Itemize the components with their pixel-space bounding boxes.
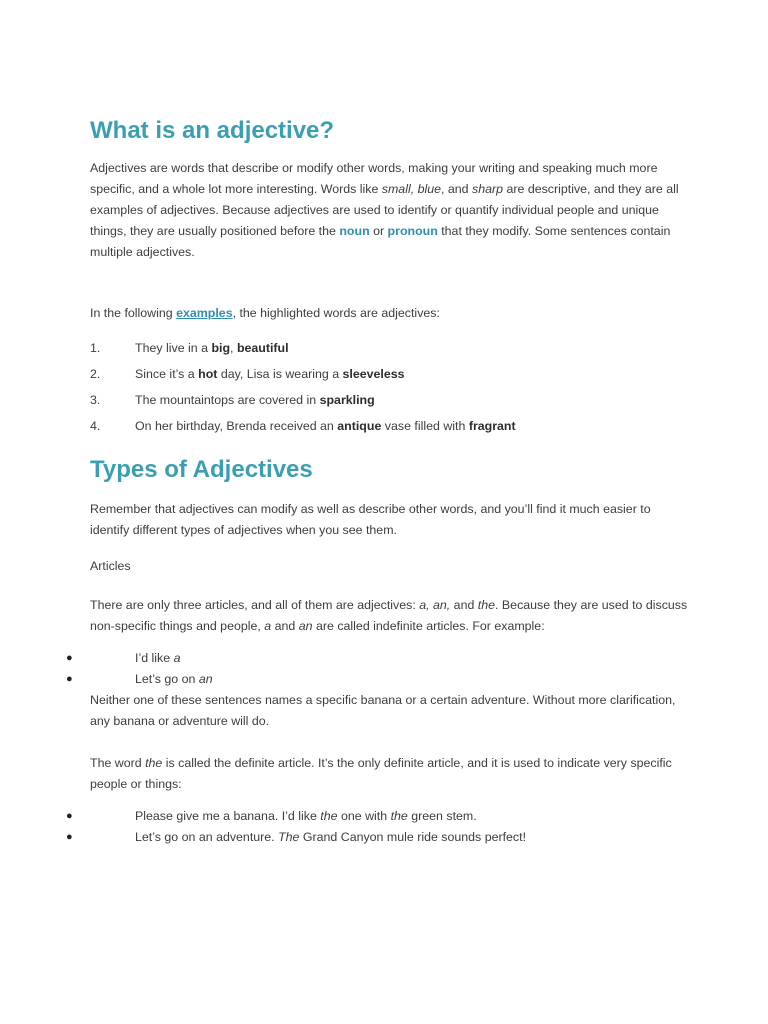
italic-run: an [198, 672, 213, 686]
examples-link[interactable]: examples [176, 306, 233, 320]
neither-paragraph: Neither one of these sentences names a specific banana or a certain adventure. Without more clarification, any banana or adventure will do. [90, 693, 676, 728]
italic-run: an [298, 619, 313, 633]
text-run: , the highlighted words are adjectives: [232, 306, 440, 320]
list-item [90, 413, 690, 439]
text-run: They live in a [135, 341, 212, 355]
examples-list [90, 335, 690, 439]
list-item [66, 648, 690, 669]
bold-run: sleeveless [342, 367, 405, 381]
italic-run: The [278, 830, 300, 844]
text-run: is called the definite article. It’s the only definite article, and it is used to indicate very specific people or things: [90, 756, 672, 791]
articles-label: Articles [90, 559, 131, 573]
list-item [90, 335, 690, 361]
definite-examples-list [66, 806, 690, 848]
italic-run: sharp [472, 182, 504, 196]
bullet-icon: ● [66, 831, 73, 843]
italic-run: a, an, [419, 598, 451, 612]
list-item [66, 806, 690, 827]
text-run: The mountaintops are covered in [135, 393, 320, 407]
pronoun-link[interactable]: pronoun [387, 224, 438, 238]
heading-what-is-adjective: What is an adjective? [90, 117, 335, 144]
list-number: 3. [90, 393, 101, 407]
articles-paragraph [90, 595, 690, 637]
text-run: There are only three articles, and all of them are adjectives: [90, 598, 420, 612]
bold-run: beautiful [236, 341, 289, 355]
bold-run: antique [337, 419, 382, 433]
text-run: day, Lisa is wearing a [217, 367, 343, 381]
bold-run: fragrant [468, 419, 516, 433]
definite-article-paragraph [90, 753, 690, 795]
italic-run: the [477, 598, 496, 612]
italic-run: a [173, 651, 181, 665]
italic-run: a [264, 619, 272, 633]
bullet-icon: ● [66, 652, 73, 664]
text-run: The word [90, 756, 146, 770]
text-run: . Because they are used to discuss non-specific things and people, [90, 598, 688, 633]
examples-intro-paragraph [90, 303, 690, 324]
text-run: In the following [90, 306, 177, 320]
text-run: or [369, 224, 388, 238]
bullet-icon: ● [66, 673, 73, 685]
heading-types-of-adjectives: Types of Adjectives [90, 456, 313, 483]
list-number: 1. [90, 341, 101, 355]
italic-run: the [390, 809, 408, 823]
text-run: Adjectives are words that describe or modify other words, making your writing and speaking much more specific, and a whole lot more interesting. Words like [90, 161, 658, 196]
list-item [90, 361, 690, 387]
bullet-icon: ● [66, 810, 73, 822]
text-run: On her birthday, Brenda received an [135, 419, 338, 433]
remember-paragraph: Remember that adjectives can modify as well as describe other words, and you’ll find it much easier to identify different types of adjectives when you see them. [90, 502, 651, 537]
bold-run: big [211, 341, 231, 355]
list-item [66, 669, 690, 690]
text-run: green stem. [407, 809, 477, 823]
italic-run: the [320, 809, 338, 823]
text-run: that they modify. Some sentences contain multiple adjectives. [90, 224, 671, 259]
indefinite-examples-list [66, 648, 690, 690]
italic-run: small, blue [381, 182, 442, 196]
text-run: one with [337, 809, 391, 823]
list-number: 4. [90, 419, 101, 433]
text-run: are descriptive, and they are all examples of adjectives. Because adjectives are used to identify or quantify individual people and unique things, they are usually positioned before the [90, 182, 679, 238]
text-run: Grand Canyon mule ride sounds perfect! [299, 830, 527, 844]
text-run: are called indefinite articles. For example: [312, 619, 545, 633]
italic-run: the [145, 756, 163, 770]
list-item [90, 387, 690, 413]
text-run: and [271, 619, 299, 633]
article-body [66, 110, 690, 848]
bold-run: sparkling [319, 393, 375, 407]
text-run: , and [441, 182, 473, 196]
text-run: Let’s go on [135, 672, 199, 686]
intro-paragraph [90, 158, 690, 263]
list-item [66, 827, 690, 848]
text-run: , [230, 341, 237, 355]
text-run: I’d like [135, 651, 174, 665]
text-run: Let’s go on an adventure. [135, 830, 279, 844]
bold-run: hot [198, 367, 218, 381]
noun-link[interactable]: noun [339, 224, 370, 238]
text-run: Since it’s a [135, 367, 199, 381]
text-run: vase filled with [381, 419, 469, 433]
text-run: Please give me a banana. I’d like [135, 809, 321, 823]
list-number: 2. [90, 367, 101, 381]
text-run: and [450, 598, 478, 612]
